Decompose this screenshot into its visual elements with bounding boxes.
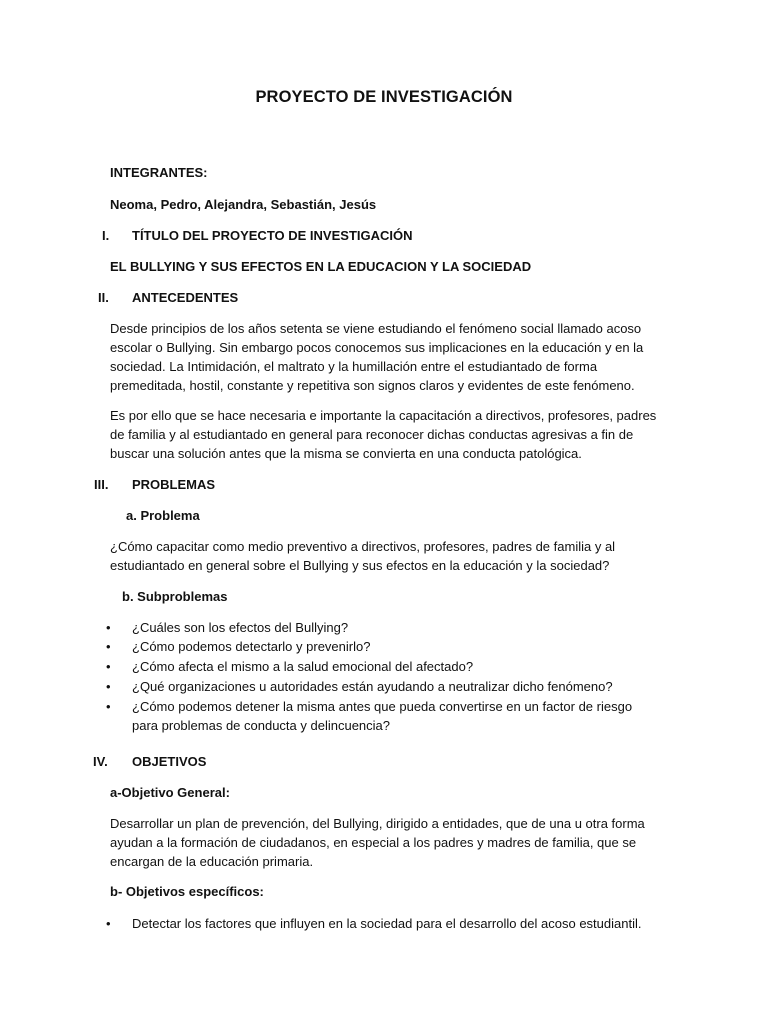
antecedentes-paragraph-1: Desde principios de los años setenta se viene estudiando el fenómeno social llamado acoso escolar o Bullying. Sin embargo pocos conocemos sus implicaciones en la educación y en la sociedad. La Intimidación, el maltrato y la humillación entre el estudiantado de forma premeditada, hostil, constante y repetitiva son signos claros y evidentes de este fenómeno.: [110, 321, 644, 393]
bullet-icon: •: [106, 639, 111, 654]
subproblem-item: ¿Cómo podemos detener la misma antes que pueda convertirse en un factor de riesgo: [132, 699, 633, 714]
integrantes-names: Neoma, Pedro, Alejandra, Sebastián, Jesús: [110, 197, 377, 212]
bullet-icon: •: [106, 659, 111, 674]
subproblemas-label: b. Subproblemas: [122, 589, 228, 604]
bullet-icon: •: [106, 916, 111, 931]
section-1-text: EL BULLYING Y SUS EFECTOS EN LA EDUCACION Y LA SOCIEDAD: [110, 259, 532, 274]
section-2-number: II.: [98, 290, 109, 305]
subproblem-item: ¿Cuáles son los efectos del Bullying?: [132, 620, 349, 635]
objetivo-general-label: a-Objetivo General:: [110, 785, 230, 800]
section-3-heading: PROBLEMAS: [132, 477, 216, 492]
objetivos-especificos-label: b- Objetivos específicos:: [110, 884, 264, 899]
integrantes-label: INTEGRANTES:: [110, 165, 208, 180]
bullet-icon: •: [106, 620, 111, 635]
section-4-number: IV.: [93, 754, 108, 769]
antecedentes-paragraph-2: Es por ello que se hace necesaria e importante la capacitación a directivos, profesores, padres de familia y al estudiantado en general para reconocer dichas conductas agresivas a fin de buscar una solución antes que la misma se convierta en una conducta patológica.: [110, 408, 657, 461]
document-title: PROYECTO DE INVESTIGACIÓN: [255, 88, 513, 106]
section-3-number: III.: [94, 477, 109, 492]
section-1-number: I.: [102, 228, 110, 243]
problema-label: a. Problema: [126, 508, 200, 523]
section-4-heading: OBJETIVOS: [132, 754, 207, 769]
objetivo-general-text: Desarrollar un plan de prevención, del Bullying, dirigido a entidades, que de una u otra forma ayudan a la formación de ciudadanos, en especial a los padres y madres de familia, que se encargan de la educación primaria.: [110, 816, 645, 869]
section-2-heading: ANTECEDENTES: [132, 290, 239, 305]
bullet-icon: •: [106, 699, 111, 714]
subproblem-item-continuation: para problemas de conducta y delincuencia?: [132, 718, 391, 733]
subproblem-item: ¿Cómo afecta el mismo a la salud emocional del afectado?: [132, 659, 474, 674]
section-1-heading: TÍTULO DEL PROYECTO DE INVESTIGACIÓN: [132, 228, 413, 243]
subproblem-item: ¿Qué organizaciones u autoridades están ayudando a neutralizar dicho fenómeno?: [132, 679, 613, 694]
bullet-icon: •: [106, 679, 111, 694]
problema-text: ¿Cómo capacitar como medio preventivo a directivos, profesores, padres de familia y al estudiantado en general sobre el Bullying y sus efectos en la educación y la sociedad?: [110, 539, 616, 573]
subproblem-item: ¿Cómo podemos detectarlo y prevenirlo?: [132, 639, 371, 654]
objetivo-especifico-item: Detectar los factores que influyen en la sociedad para el desarrollo del acoso estudiantil.: [132, 916, 642, 931]
